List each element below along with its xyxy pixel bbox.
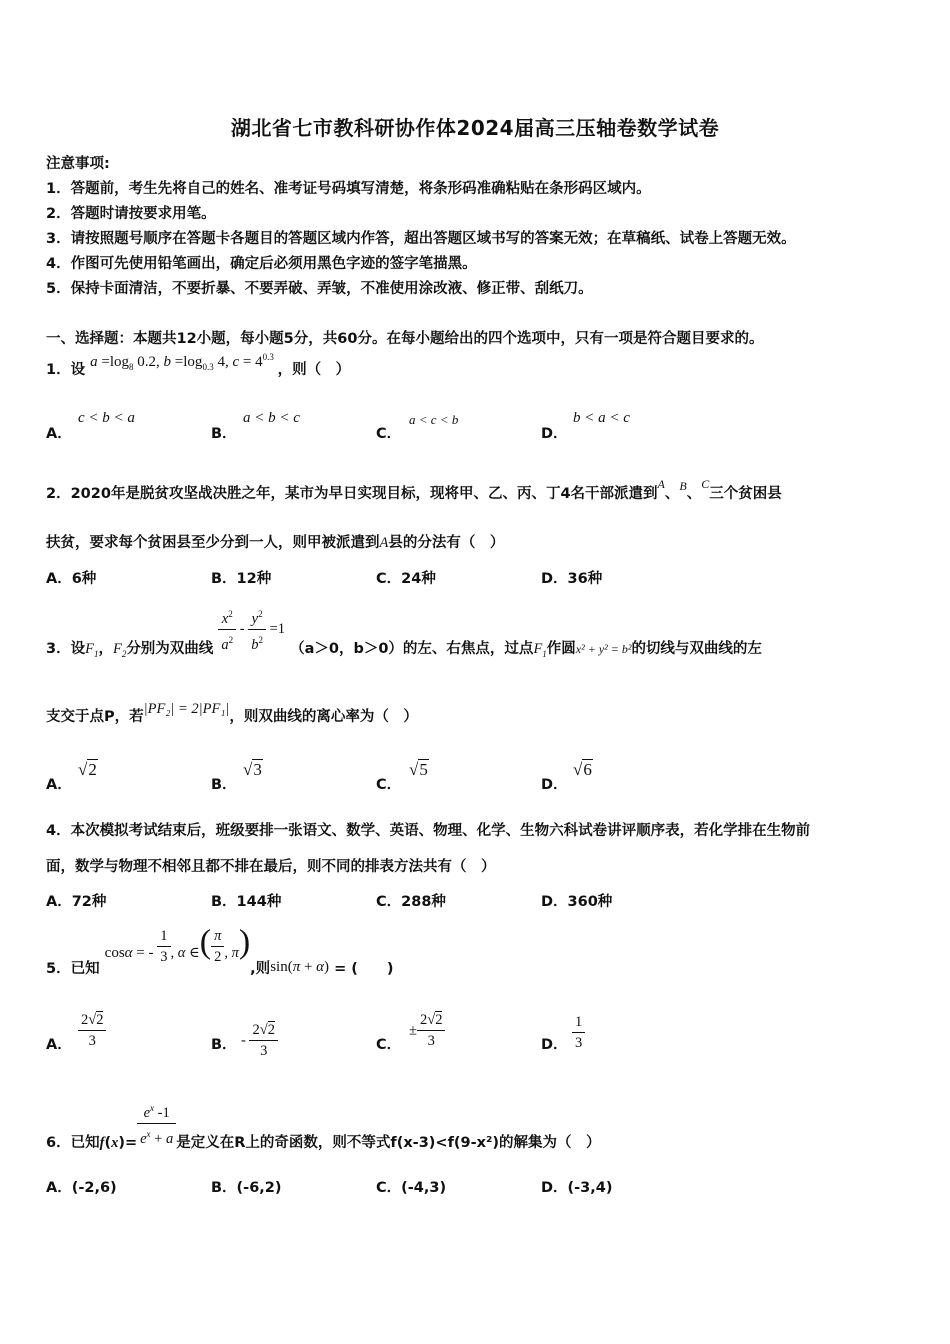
question-6: 6．已知f(x)= $\frac{e^x -1}{e^x + a}$ 是定义在R上的奇函数，则不等式f(x-3)<f(9-x²)的解集为（ ） bbox=[46, 1092, 600, 1144]
question-4-line1: 4．本次模拟考试结束后，班级要排一张语文、数学、英语、物理、化学、生物六科试卷讲评顺序表，若化学排在生物前 bbox=[46, 823, 811, 839]
q3-option-b[interactable]: B． bbox=[211, 777, 237, 793]
q3-option-d[interactable]: D． bbox=[541, 777, 568, 793]
q3-hyperbola-y: $\frac{y^2}{b^2}$ bbox=[248, 604, 266, 655]
note-item: 5．保持卡面清洁，不要折暴、不要弄破、弄皱，不准使用涂改液、修正带、刮纸刀。 bbox=[46, 281, 593, 297]
q2-option-a[interactable]: A．6种 bbox=[46, 571, 97, 587]
question-3-line2: 支交于点P，若|PF₂| = 2|PF₁|，则双曲线的离心率为（ ） bbox=[46, 701, 418, 725]
note-item: 3．请按照题号顺序在答题卡各题目的答题区域内作答，超出答题区域书写的答案无效；在草稿纸、试卷上答题无效。 bbox=[46, 231, 796, 247]
q1-option-b-value: a < b < c bbox=[243, 410, 300, 426]
page-title: 湖北省七市教科研协作体2024届高三压轴卷数学试卷 bbox=[230, 116, 720, 140]
q1-option-a[interactable]: A． bbox=[46, 426, 72, 442]
notes-heading: 注意事项: bbox=[46, 156, 110, 172]
q2-option-c[interactable]: C．24种 bbox=[376, 571, 436, 587]
q5-option-b[interactable]: B． bbox=[211, 1037, 237, 1053]
q3-option-a-value: √2 bbox=[78, 760, 97, 779]
q3-option-c[interactable]: C． bbox=[376, 777, 402, 793]
question-5: 5．已知 cosα = - $\frac{1}{3}$ , α ∈( $\frac{\pi}{2}$ , π),则sin(π + α) = ( ) bbox=[46, 923, 394, 977]
question-2-line1: 2．2020年是脱贫攻坚战决胜之年，某市为早日实现目标，现将甲、乙、丙、丁4名干部派遣到$^A$、$^B$、$^C$三个贫困县 bbox=[46, 477, 782, 502]
q1-prefix: 1．设 bbox=[46, 362, 86, 378]
q5-option-c-value: ± $\frac{2√2}{3}$ bbox=[409, 1010, 445, 1051]
q3-option-b-value: √3 bbox=[243, 760, 262, 779]
q5-option-a-value: $\frac{2√2}{3}$ bbox=[78, 1010, 106, 1051]
q2-option-b[interactable]: B．12种 bbox=[211, 571, 272, 587]
q2-option-d[interactable]: D．36种 bbox=[541, 571, 603, 587]
q6-option-a[interactable]: A．(-2,6) bbox=[46, 1180, 117, 1196]
q1-option-c-value: a < c < b bbox=[409, 412, 459, 427]
q5-option-d-value: $\frac{1}{3}$ bbox=[572, 1012, 585, 1053]
q3-option-c-value: √5 bbox=[409, 760, 428, 779]
question-1 bbox=[46, 352, 351, 380]
q3-hyperbola-x: $\frac{x^2}{a^2}$ bbox=[218, 604, 236, 655]
q4-option-c[interactable]: C．288种 bbox=[376, 894, 446, 910]
q5-fraction-one-third: $\frac{1}{3}$ bbox=[157, 926, 170, 967]
q1-option-d-value: b < a < c bbox=[573, 410, 630, 426]
q3-option-d-value: √6 bbox=[573, 760, 592, 779]
q4-option-b[interactable]: B．144种 bbox=[211, 894, 282, 910]
q4-option-a[interactable]: A．72种 bbox=[46, 894, 107, 910]
q6-option-d[interactable]: D．(-3,4) bbox=[541, 1180, 613, 1196]
note-item: 4．作图可先使用铅笔画出，确定后必须用黑色字迹的签字笔描黑。 bbox=[46, 256, 477, 272]
q1-option-b[interactable]: B． bbox=[211, 426, 237, 442]
question-4-line2: 面，数学与物理不相邻且都不排在最后，则不同的排表方法共有（ ） bbox=[46, 859, 496, 875]
question-3-line1: 3．设$F_1$，$F_2$分别为双曲线 $\frac{x^2}{a^2}$ - $\frac{y^2}{b^2}$ =1 （a＞0，b＞0）的左、右焦点，过点$F_1$作圆$_{x^2 + y^2 = b^2}$的切线与双曲线的左 bbox=[46, 600, 762, 650]
section-heading: 一、选择题：本题共12小题，每小题5分，共60分。在每小题给出的四个选项中，只有一项是符合题目要求的。 bbox=[46, 331, 764, 347]
q1-suffix: ，则（ ） bbox=[277, 362, 351, 378]
q5-option-b-value: - $\frac{2√2}{3}$ bbox=[241, 1020, 278, 1061]
q6-function-fraction: $\frac{e^x -1}{e^x + a}$ bbox=[137, 1098, 176, 1149]
q1-expression: $a =\log_8$ 0.2, $b =\log_{0.3}$ 4, $c = 4^{0.3}$ bbox=[90, 352, 274, 372]
q1-option-d[interactable]: D． bbox=[541, 426, 568, 442]
q1-option-c[interactable]: C． bbox=[376, 426, 402, 442]
q6-option-b[interactable]: B．(-6,2) bbox=[211, 1180, 282, 1196]
q5-fraction-pi-half: $\frac{\pi}{2}$ bbox=[211, 926, 224, 967]
q5-option-d[interactable]: D． bbox=[541, 1037, 568, 1053]
q3-option-a[interactable]: A． bbox=[46, 777, 72, 793]
q5-option-c[interactable]: C． bbox=[376, 1037, 402, 1053]
note-item: 1．答题前，考生先将自己的姓名、准考证号码填写清楚，将条形码准确粘贴在条形码区域内。 bbox=[46, 181, 651, 197]
question-2-line2: 扶贫，要求每个贫困县至少分到一人，则甲被派遣到A县的分法有（ ） bbox=[46, 535, 505, 551]
note-item: 2．答题时请按要求用笔。 bbox=[46, 206, 216, 222]
q6-option-c[interactable]: C．(-4,3) bbox=[376, 1180, 447, 1196]
q4-option-d[interactable]: D．360种 bbox=[541, 894, 613, 910]
q1-option-a-value: c < b < a bbox=[78, 410, 135, 426]
q5-option-a[interactable]: A． bbox=[46, 1037, 72, 1053]
